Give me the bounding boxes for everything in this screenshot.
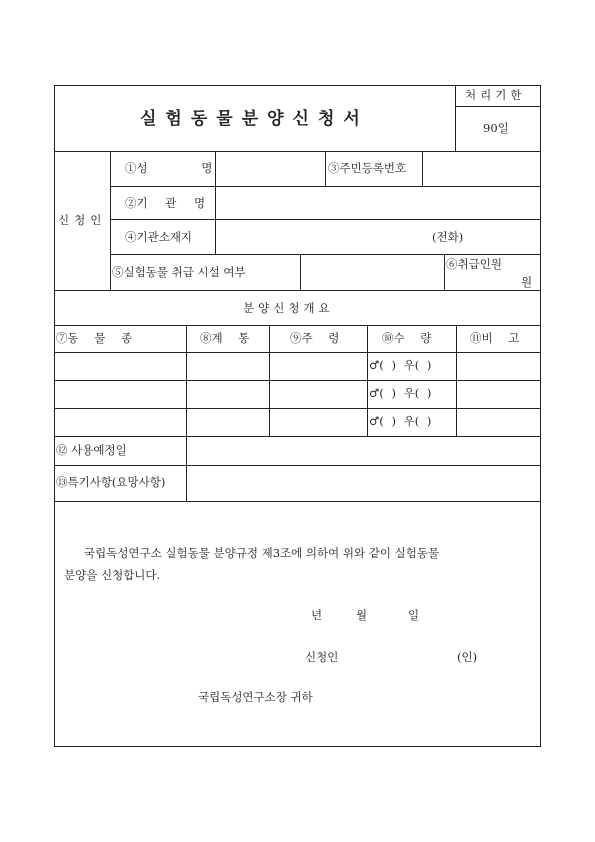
org-address-field[interactable] [216, 220, 539, 253]
quantity-row-1[interactable]: ♂( ) 우( ) [369, 358, 432, 372]
applicant-section-label: 신청인 [58, 213, 107, 227]
col-animal-species: ⑦동 물 종 [56, 331, 133, 345]
rrn-label: ③주민등록번호 [328, 161, 407, 175]
processing-period-value: 90일 [483, 121, 509, 135]
facility-label: ⑤실험동물 취급 시설 여부 [112, 265, 246, 279]
special-notes-label: ⑬특기사항(요망사항) [56, 475, 166, 489]
seal-label: (인) [457, 650, 478, 664]
age-field-3[interactable] [270, 409, 366, 435]
processing-period-label: 처리기한 [465, 88, 526, 102]
org-address-label: ④기관소재지 [125, 230, 193, 244]
declaration-line-1: 국립독성연구소 실험동물 분양규정 제3조에 의하여 위와 같이 실험동물 [84, 546, 440, 560]
staff-count-unit: 원 [521, 275, 533, 289]
col-quantity: ⑩수 량 [382, 331, 432, 345]
summary-section-label: 분양신청개요 [243, 301, 334, 315]
remarks-field-2[interactable] [457, 381, 539, 407]
remarks-field-1[interactable] [457, 353, 539, 379]
species-field-3[interactable] [55, 409, 185, 435]
col-age-weeks: ⑨주 령 [290, 331, 340, 345]
quantity-row-3[interactable]: ♂( ) 우( ) [369, 414, 432, 428]
special-notes-field[interactable] [187, 466, 539, 500]
name-field[interactable] [216, 152, 324, 185]
remarks-field-3[interactable] [457, 409, 539, 435]
org-name-field[interactable] [216, 187, 539, 218]
signer-name-field[interactable] [345, 645, 445, 667]
name-label: ①성 명 [125, 161, 213, 175]
strain-field-1[interactable] [187, 353, 268, 379]
signer-label: 신청인 [305, 650, 339, 664]
org-name-label: ②기 관 명 [125, 196, 206, 210]
planned-date-field[interactable] [187, 437, 539, 464]
date-year-label: 년 [311, 608, 323, 622]
facility-field[interactable] [301, 255, 443, 289]
quantity-row-2[interactable]: ♂( ) 우( ) [369, 386, 432, 400]
declaration-line-2: 분양을 신청합니다. [64, 568, 161, 582]
col-strain: ⑧계 통 [200, 331, 250, 345]
col-remarks: ⑪비 고 [470, 331, 520, 345]
rrn-field[interactable] [423, 152, 539, 185]
phone-label: (전화) [432, 230, 464, 244]
strain-field-2[interactable] [187, 381, 268, 407]
species-field-1[interactable] [55, 353, 185, 379]
staff-count-label: ⑥취급인원 [446, 257, 502, 271]
date-month-label: 월 [356, 608, 368, 622]
date-day-label: 일 [408, 608, 420, 622]
age-field-2[interactable] [270, 381, 366, 407]
species-field-2[interactable] [55, 381, 185, 407]
form-title: 실험동물분양신청서 [140, 109, 369, 129]
planned-date-label: ⑫ 사용예정일 [56, 443, 127, 457]
age-field-1[interactable] [270, 353, 366, 379]
addressee: 국립독성연구소장 귀하 [198, 690, 313, 704]
strain-field-3[interactable] [187, 409, 268, 435]
